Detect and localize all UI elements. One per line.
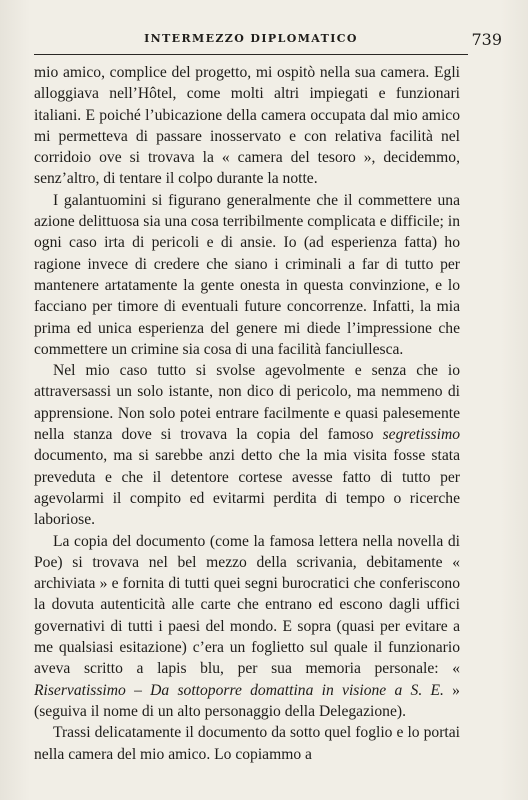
body-text [34, 62, 460, 765]
paragraph-5: Trassi delicatamente il documento da sotto quel foglio e lo portai nella camera del mio amico. Lo copiammo a [34, 724, 460, 763]
paragraph-2: I galantuomini si figurano generalmente che il commettere una azione delittuosa sia una cosa terribilmente complicata e difficile; in ogni caso irta di pericoli e di ansie. Io (ad esperienza fatta) ho ragione invece di credere che siano i criminali a far di tutto per mantenere artatamente la gente onesta in questa convinzione, e lo facciano per timore di eventuali future concorrenze. Infatti, la mia prima ed unica esperienza del genere mi diede l’impressione che commettere un crimine sia cosa di una facilità fanciullesca. [34, 191, 460, 358]
paragraph-4-text-end: » (seguiva il nome di un alto personaggio della Delegazione). [34, 681, 460, 720]
paragraph-3-text: Nel mio caso tutto si svolse agevolmente e senza che io attraversassi un solo istante, non dico di pericolo, ma nemmeno di apprensione. Non solo potei entrare facilmente e quasi palesemente nella stanza dove si trovava la copia del famoso [34, 362, 460, 444]
paragraph-4-text: La copia del documento (come la famosa lettera nella novella di Poe) si trovava nel bel mezzo della scrivania, debitamente « archiviata » e fornita di tutti quei segni burocratici che conferiscono la dovuta autenticità alle carte che entrano ed escono dagli uffici governativi di tutti i paesi del mondo. E sopra (quasi per evitare a me qualsiasi esitazione) c’era un foglietto sul quale il funzionario aveva scritto a lapis blu, per sua memoria personale: « [34, 532, 460, 678]
italic-segretissimo: segretissimo [382, 426, 460, 444]
paragraph-3-text-end: documento, ma si sarebbe anzi detto che la mia visita fosse stata preveduta e che il detentore cortese avesse fatto di tutto per agevolarmi il compito ed evitarmi perdita di tempo o ricerche laboriose. [34, 447, 460, 529]
running-title: INTERMEZZO DIPLOMATICO [144, 32, 358, 45]
page-header [34, 28, 502, 55]
paragraph-1: mio amico, complice del progetto, mi ospitò nella sua camera. Egli alloggiava nell’Hôtel, come molti altri impiegati e funzionari italiani. E poiché l’ubicazione della camera occupata dal mio amico mi permetteva di passare inosservato e con relativa facilità nel corridoio ove si trovava la « camera del tesoro », decidemmo, senz’altro, di tentare il colpo durante la notte. [34, 64, 460, 188]
paragraph-4 [34, 531, 460, 723]
paragraph-3 [34, 360, 460, 530]
page-number: 739 [471, 30, 502, 49]
italic-note: Riservatissimo – Da sottoporre domattina in visione a S. E. [34, 681, 444, 699]
